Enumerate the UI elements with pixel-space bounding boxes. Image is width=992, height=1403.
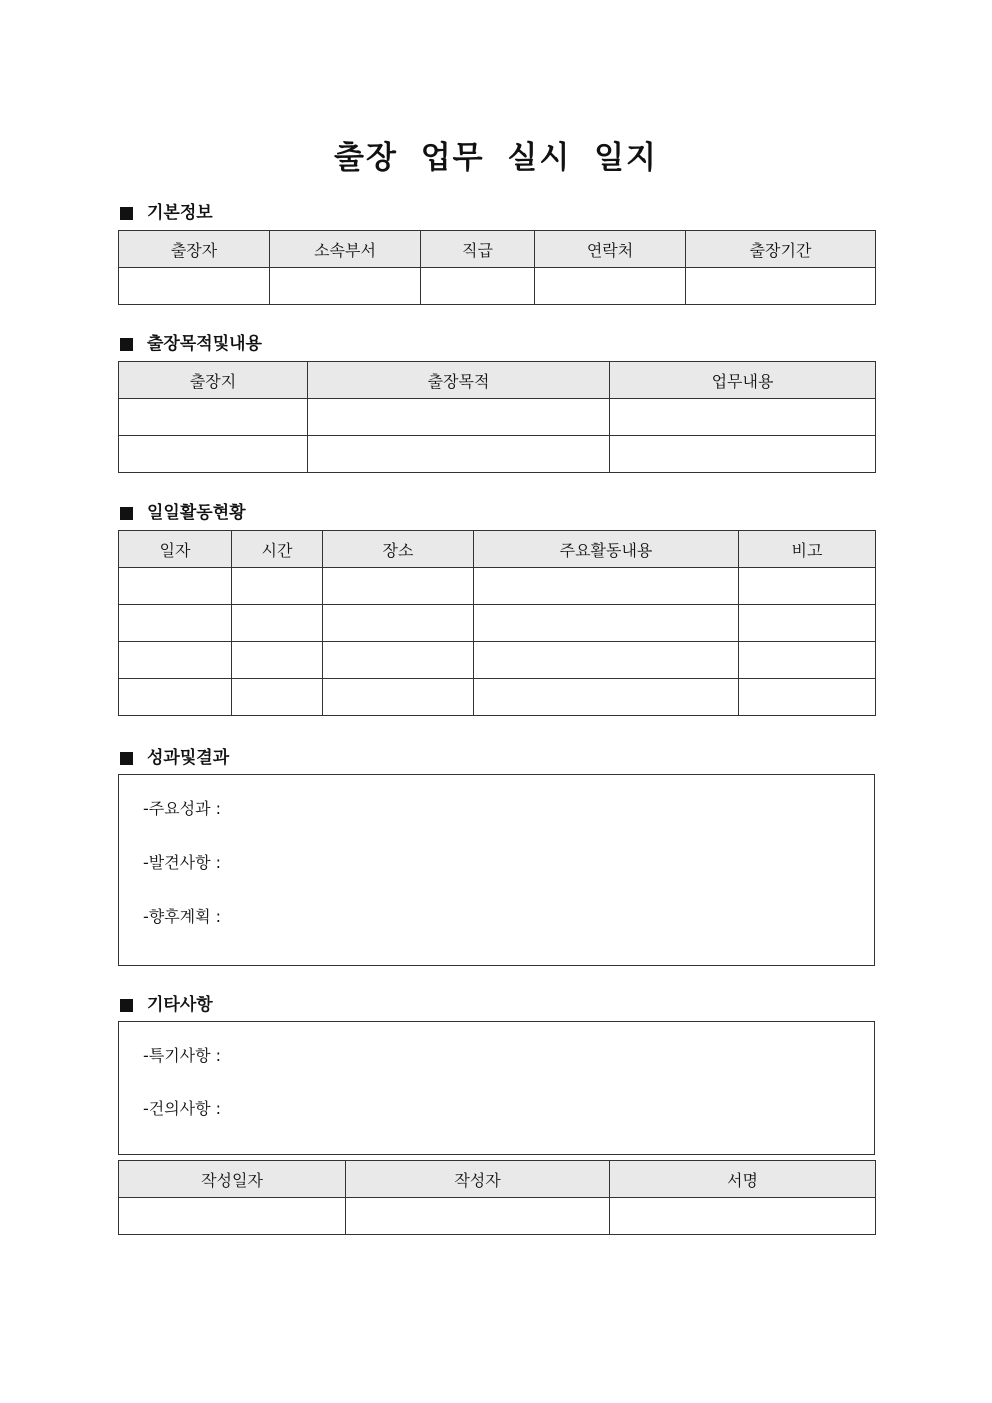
header-time: 시간 [232,531,323,568]
section-heading [118,332,875,356]
signoff-table [118,1160,876,1235]
signoff-section [118,1160,875,1235]
header-writer: 작성자 [346,1161,610,1198]
results-heading: 성과및결과 [147,748,230,768]
basic-info-section [118,201,875,305]
results-box[interactable] [118,774,875,966]
header-work-content: 업무내용 [610,362,876,399]
header-destination: 출장지 [119,362,308,399]
header-signature: 서명 [610,1161,876,1198]
square-bullet-icon [120,338,133,351]
section-heading [118,993,875,1017]
purpose-cell[interactable] [308,436,610,473]
daily-activity-section [118,501,875,716]
daily-activity-heading: 일일활동현황 [147,503,246,523]
activity-cell[interactable] [474,642,739,679]
header-main-activity: 주요활동내용 [474,531,739,568]
square-bullet-icon [120,207,133,220]
square-bullet-icon [120,507,133,520]
etc-heading: 기타사항 [147,995,213,1015]
header-written-date: 작성일자 [119,1161,346,1198]
time-cell[interactable] [232,642,323,679]
activity-cell[interactable] [474,605,739,642]
section-heading [118,201,875,225]
header-position: 직급 [421,231,535,268]
section-heading [118,501,875,525]
table-row [119,679,876,716]
table-row [119,1198,876,1235]
table-row [119,605,876,642]
time-cell[interactable] [232,568,323,605]
header-traveler: 출장자 [119,231,270,268]
special-notes-line: -특기사항 : [143,1046,222,1065]
square-bullet-icon [120,752,133,765]
section-heading [118,746,875,770]
page-title: 출장 업무 실시 일지 [334,140,658,176]
note-cell[interactable] [739,642,876,679]
time-cell[interactable] [232,605,323,642]
work-content-cell[interactable] [610,436,876,473]
date-cell[interactable] [119,679,232,716]
key-results-line: -주요성과 : [143,799,222,818]
table-row [119,268,876,305]
header-date: 일자 [119,531,232,568]
written-date-cell[interactable] [119,1198,346,1235]
place-cell[interactable] [323,568,474,605]
basic-info-table [118,230,876,305]
etc-box[interactable] [118,1021,875,1155]
basic-info-heading: 기본정보 [147,203,213,223]
header-department: 소속부서 [270,231,421,268]
place-cell[interactable] [323,679,474,716]
purpose-heading: 출장목적및내용 [147,334,262,354]
findings-line: -발견사항 : [143,853,222,872]
place-cell[interactable] [323,605,474,642]
future-plans-line: -향후계획 : [143,907,222,926]
purpose-cell[interactable] [308,399,610,436]
department-cell[interactable] [270,268,421,305]
contact-cell[interactable] [535,268,686,305]
note-cell[interactable] [739,568,876,605]
results-section [118,746,875,966]
date-cell[interactable] [119,605,232,642]
date-cell[interactable] [119,642,232,679]
header-place: 장소 [323,531,474,568]
square-bullet-icon [120,999,133,1012]
header-period: 출장기간 [686,231,876,268]
destination-cell[interactable] [119,399,308,436]
purpose-table [118,361,876,473]
signature-cell[interactable] [610,1198,876,1235]
period-cell[interactable] [686,268,876,305]
table-row [119,399,876,436]
activity-cell[interactable] [474,679,739,716]
position-cell[interactable] [421,268,535,305]
place-cell[interactable] [323,642,474,679]
time-cell[interactable] [232,679,323,716]
daily-activity-table [118,530,876,716]
activity-cell[interactable] [474,568,739,605]
header-contact: 연락처 [535,231,686,268]
note-cell[interactable] [739,679,876,716]
writer-cell[interactable] [346,1198,610,1235]
header-note: 비고 [739,531,876,568]
destination-cell[interactable] [119,436,308,473]
table-row [119,642,876,679]
purpose-section [118,332,875,473]
date-cell[interactable] [119,568,232,605]
work-content-cell[interactable] [610,399,876,436]
note-cell[interactable] [739,605,876,642]
header-purpose: 출장목적 [308,362,610,399]
suggestions-line: -건의사항 : [143,1099,222,1118]
table-row [119,436,876,473]
traveler-cell[interactable] [119,268,270,305]
etc-section [118,993,875,1155]
table-row [119,568,876,605]
